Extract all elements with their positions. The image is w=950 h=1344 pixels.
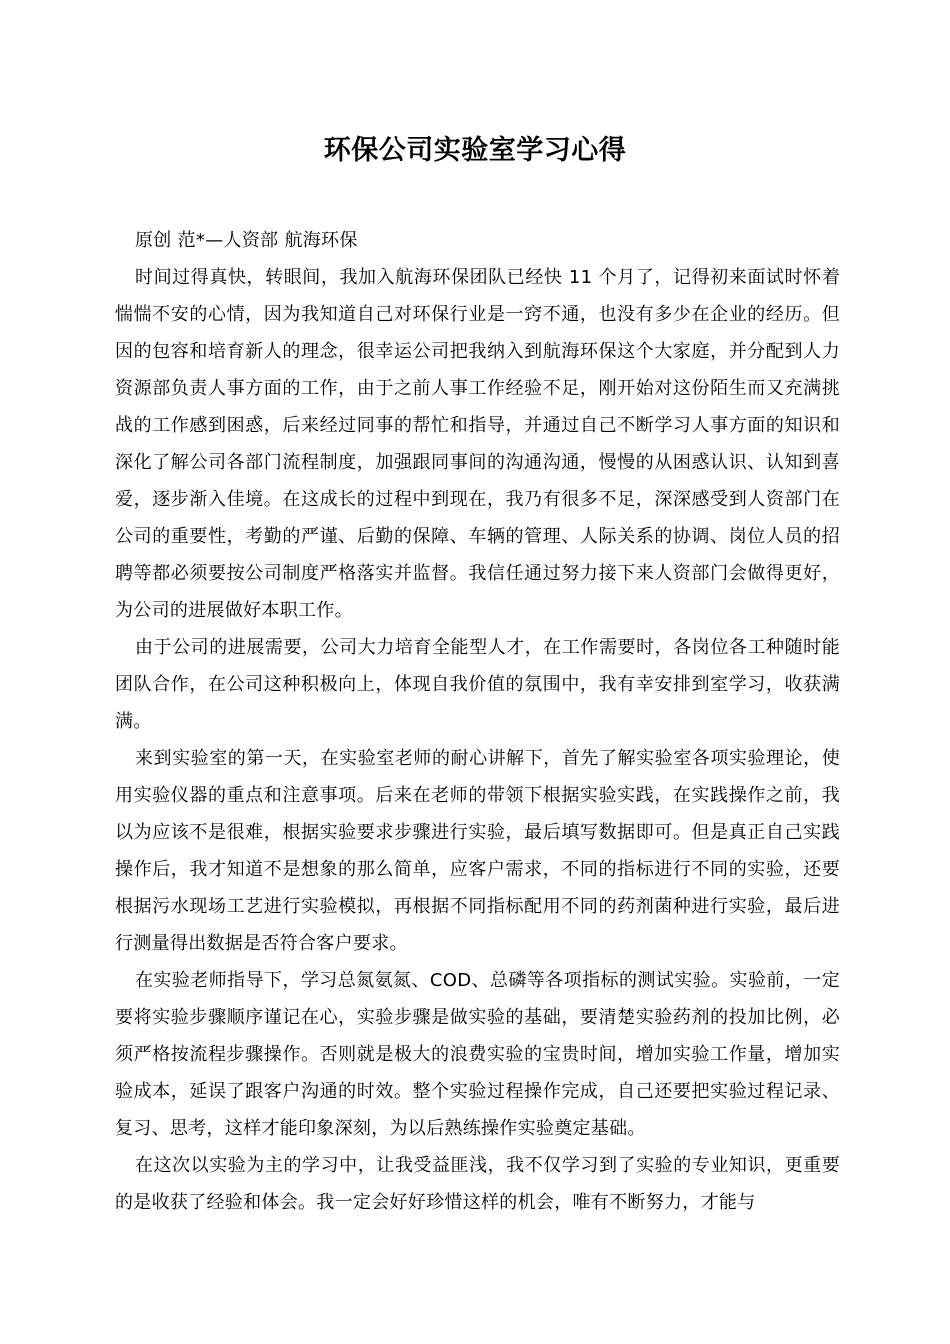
- paragraph-4: 在实验老师指导下，学习总氮氨氮、COD、总磷等各项指标的测试实验。实验前，一定要将实验步骤顺序谨记在心，实验步骤是做实验的基础，要清楚实验药剂的投加比例，必须严格按流程步骤操作。否则就是极大的浪费实验的宝贵时间，增加实验工作量，增加实验成本，延误了跟客户沟通的时效。整个实验过程操作完成，自己还要把实验过程记录、复习、思考，这样才能印象深刻，为以后熟练操作实验奠定基础。: [115, 970, 840, 1139]
- document-title: 环保公司实验室学习心得: [323, 135, 627, 166]
- document-body: [115, 222, 840, 1221]
- author-line: 原创 范*—人资部 航海环保: [135, 230, 358, 251]
- paragraph-2: 由于公司的进展需要，公司大力培育全能型人才，在工作需要时，各岗位各工种随时能团队合作，在公司这种积极向上，体现自我价值的氛围中，我有幸安排到室学习，收获满满。: [115, 637, 840, 732]
- paragraph-3: 来到实验室的第一天，在实验室老师的耐心讲解下，首先了解实验室各项实验理论，使用实验仪器的重点和注意事项。后来在老师的带领下根据实验实践，在实践操作之前，我以为应该不是很难，根据实验要求步骤进行实验，最后填写数据即可。但是真正自己实践操作后，我才知道不是想象的那么简单，应客户需求，不同的指标进行不同的实验，还要根据污水现场工艺进行实验模拟，再根据不同指标配用不同的药剂菌种进行实验，最后进行测量得出数据是否符合客户要求。: [115, 748, 840, 954]
- paragraph-1: 时间过得真快，转眼间，我加入航海环保团队已经快 11 个月了，记得初来面试时怀着惴惴不安的心情，因为我知道自己对环保行业是一窍不通，也没有多少在企业的经历。但因的包容和培育新人的理念，很幸运公司把我纳入到航海环保这个大家庭，并分配到人力资源部负责人事方面的工作，由于之前人事工作经验不足，刚开始对这份陌生而又充满挑战的工作感到困惑，后来经过同事的帮忙和指导，并通过自己不断学习人事方面的知识和深化了解公司各部门流程制度，加强跟同事间的沟通沟通，慢慢的从困惑认识、认知到喜爱，逐步渐入佳境。在这成长的过程中到现在，我乃有很多不足，深深感受到人资部门在公司的重要性，考勤的严谨、后勤的保障、车辆的管理、人际关系的协调、岗位人员的招聘等都必须要按公司制度严格落实并监督。我信任通过努力接下来人资部门会做得更好，为公司的进展做好本职工作。: [115, 267, 840, 621]
- paragraph-5: 在这次以实验为主的学习中，让我受益匪浅，我不仅学习到了实验的专业知识，更重要的是收获了经验和体会。我一定会好好珍惜这样的机会，唯有不断努力，才能与: [115, 1155, 840, 1213]
